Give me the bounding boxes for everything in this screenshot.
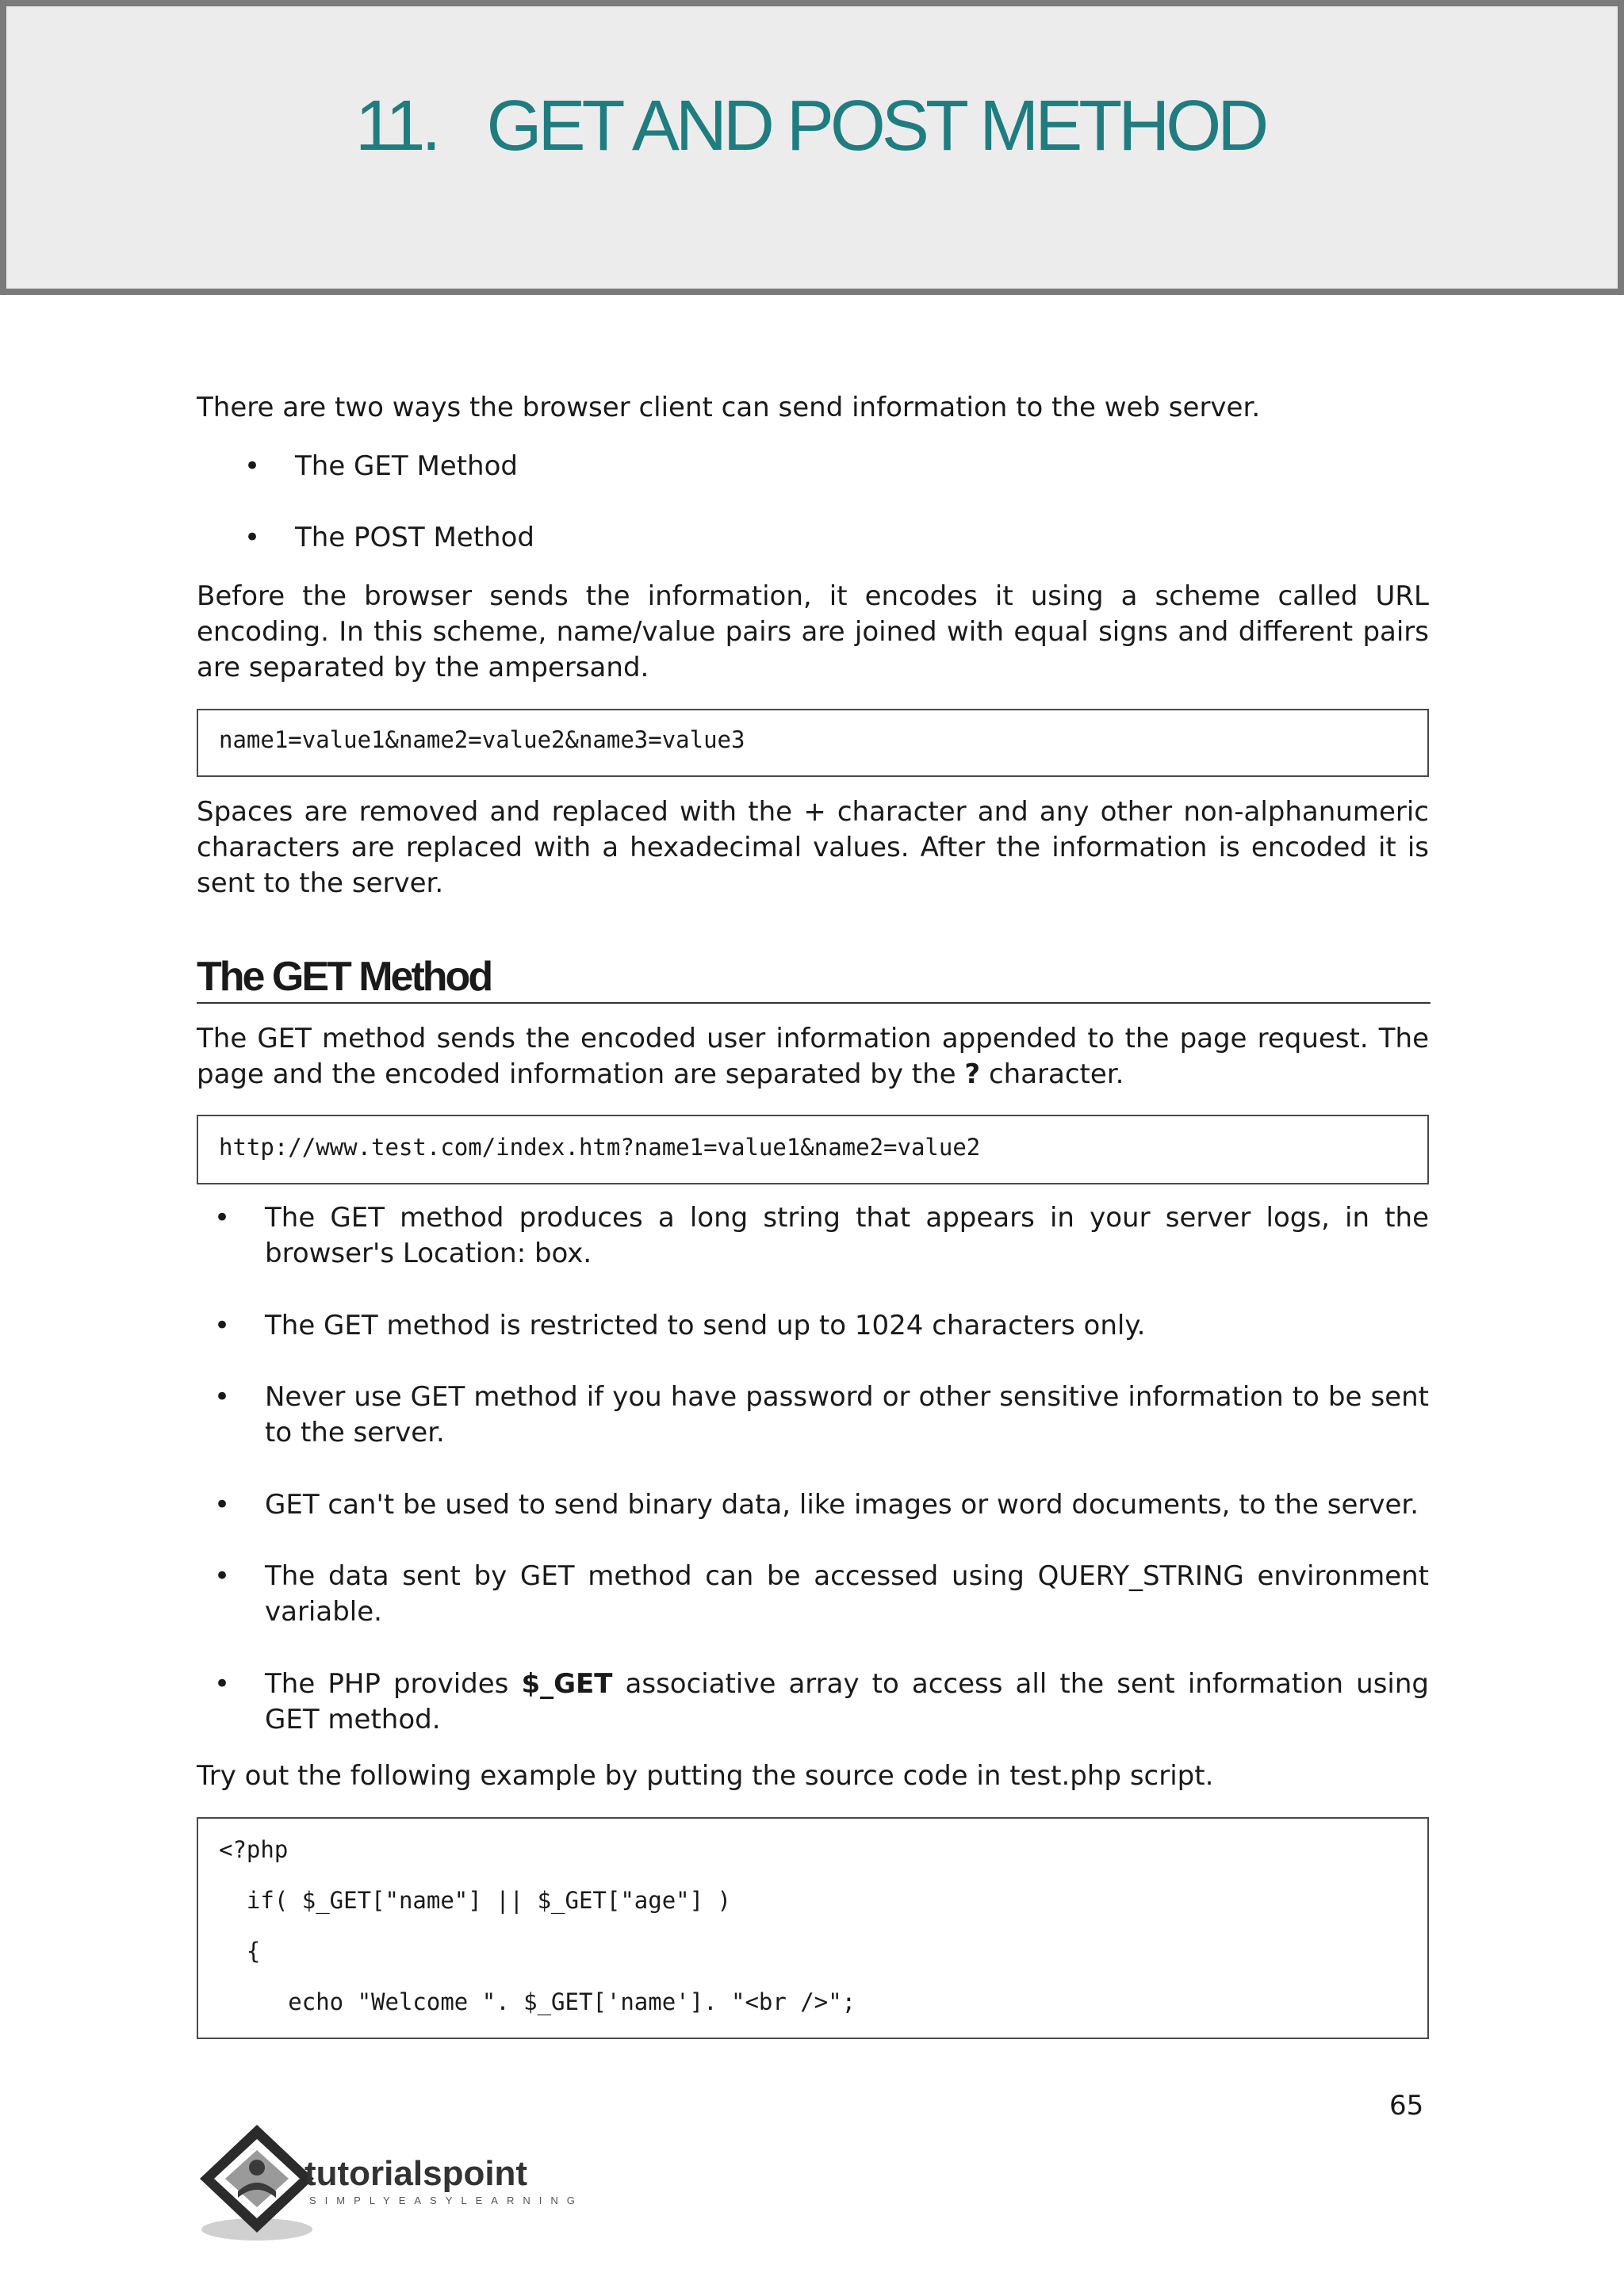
list-item-text: The GET method produces a long string that appears in your server logs, in the browser's Location: box.: [265, 1202, 1429, 1269]
list-item-text: The POST Method: [295, 522, 534, 553]
list-item-text: The PHP provides $_GET associative array to access all the sent information using GET method.: [265, 1668, 1429, 1735]
question-mark: ?: [964, 1058, 981, 1090]
intro-paragraph: There are two ways the browser client can send information to the web server.: [197, 392, 1261, 423]
chapter-header: [0, 0, 1624, 295]
list-item-text: The GET method is restricted to send up to 1024 characters only.: [265, 1310, 1146, 1341]
section-heading: [197, 953, 1431, 1004]
page-number: 65: [1389, 2090, 1424, 2122]
chapter-title: [355, 86, 1265, 167]
get-intro-paragraph: The GET method sends the encoded user information appended to the page request. The page and the encoded information are separated by the ? character.: [197, 1023, 1429, 1090]
encoding-example-box: [197, 709, 1429, 777]
get-array-name: $_GET: [521, 1668, 613, 1700]
logo-name: tutorialspoint: [304, 2154, 528, 2193]
list-item-text: The GET Method: [295, 450, 518, 482]
list-item-text: The data sent by GET method can be accessed using QUERY_STRING environment variable.: [265, 1560, 1429, 1628]
list-item-text: GET can't be used to send binary data, like images or word documents, to the server.: [265, 1489, 1419, 1521]
code-line: name1=value1&name2=value2&name3=value3: [219, 726, 745, 753]
logo-icon: [193, 2118, 606, 2245]
code-line: <?php: [219, 1836, 289, 1863]
chapter-title-text: GET AND POST METHOD: [486, 86, 1266, 166]
list-item-text: Never use GET method if you have password or other sensitive information to be sent to the server.: [265, 1381, 1429, 1448]
url-example-box: [197, 1115, 1429, 1184]
code-line: echo "Welcome ". $_GET['name']. "<br />";: [219, 1988, 856, 2015]
code-line: {: [219, 1938, 261, 1965]
section-heading-text: The GET Method: [197, 954, 492, 1000]
code-line: if( $_GET["name"] || $_GET["age"] ): [219, 1887, 732, 1914]
tutorialspoint-logo: [193, 2118, 606, 2248]
try-paragraph: Try out the following example by putting the source code in test.php script.: [197, 1760, 1214, 1792]
encoding-paragraph: Before the browser sends the information, it encodes it using a scheme called URL encoding. In this scheme, name/value pairs are joined with equal signs and different pairs are separated by the ampersand.: [197, 580, 1429, 683]
chapter-number: 11.: [355, 86, 438, 166]
php-code-box: [197, 1817, 1429, 2039]
code-line: http://www.test.com/index.htm?name1=value1&name2=value2: [219, 1134, 981, 1161]
encoding-after-paragraph: Spaces are removed and replaced with the + character and any other non-alphanumeric characters are replaced with a hexadecimal values. After the information is encoded it is sent to the server.: [197, 796, 1429, 899]
logo-tagline: SIMPLYEASYLEARNING: [309, 2195, 584, 2206]
